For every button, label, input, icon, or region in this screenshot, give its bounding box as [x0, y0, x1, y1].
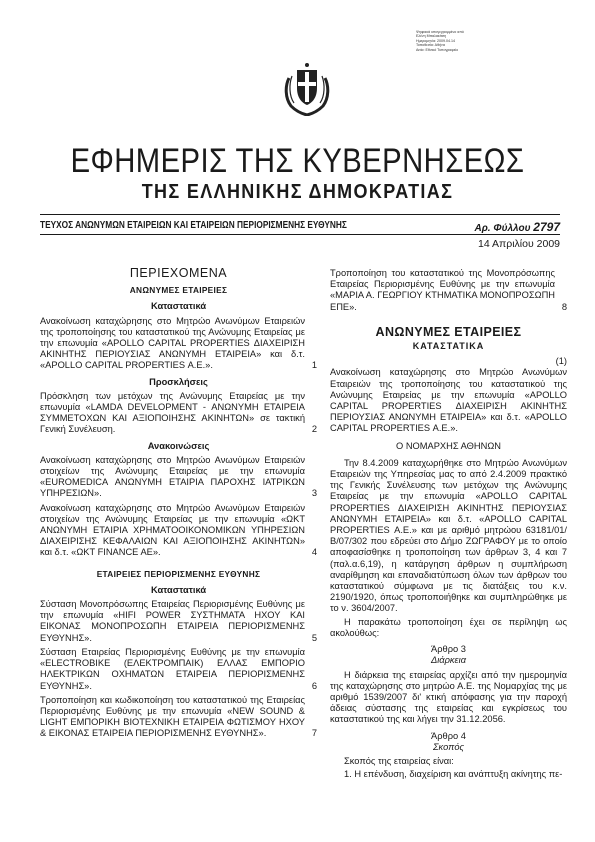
- toc-page-number: 2: [311, 424, 317, 435]
- toc-section-ae: ΑΝΩΝΥΜΕΣ ΕΤΑΙΡΕΙΕΣ: [129, 285, 228, 296]
- prefect-heading: Ο ΝΟΜΑΡΧΗΣ ΑΘΗΝΩΝ: [396, 440, 501, 451]
- toc-section-epe: ΕΤΑΙΡΕΙΕΣ ΠΕΡΙΟΡΙΣΜΕΝΗΣ ΕΥΘΥΝΗΣ: [96, 568, 261, 579]
- toc-page-number: 4: [311, 547, 317, 558]
- gazette-subtitle: ΤΗΣ ΕΛΛΗΝΙΚΗΣ ΔΗΜΟΚΡΑΤΙΑΣ: [141, 181, 454, 203]
- toc-entry[interactable]: Σύσταση Εταιρείας Περιορισμένης Ευθύνης με την επωνυμία «ELECTROBIKE (ΕΛΕΚΤΡΟΜΠΑΙΚ) ΕΛΛΑΣ ΕΜΠΟΡΙΟ ΗΛΕΚΤΡΙΚΩΝ ΟΧΗΜΑΤΩΝ ΕΤΑΙΡΕΙΑ ΠΕΡΙΟΡΙΣΜΕΝΗΣ ΕΥΘΥΝΗΣ». 6: [40, 646, 317, 691]
- item-title: Ανακοίνωση καταχώρησης στο Μητρώο Ανωνύμων Εταιρειών της τροποποίησης του καταστατικού της Ανώνυμης Εταιρείας με την επωνυμία «APOLLO CAPITAL PROPERTIES ΔΙΑΧΕΙΡΙΣΗ ΑΚΙΝΗΤΗΣ ΠΕΡΙΟΥΣΙΑΣ ΑΝΩΝΥΜΗ ΕΤΑΙΡΕΙΑ» και δ.τ. «APOLLO CAPITAL PROPERTIES Α.Ε.».: [330, 367, 567, 434]
- top-rule: [40, 214, 560, 215]
- toc-subsection: Καταστατικά: [150, 584, 207, 595]
- toc-entry[interactable]: Ανακοίνωση καταχώρησης στο Μητρώο Ανωνύμων Εταιρειών της τροποποίησης του καταστατικού της Ανώνυμης Εταιρείας με την επωνυμία «APOLLO CAPITAL PROPERTIES ΔΙΑΧΕΙΡΙΣΗ ΑΚΙΝΗΤΗΣ ΠΕΡΙΟΥΣΙΑΣ ΑΝΩΝΥΜΗ ΕΤΑΙΡΕΙΑ» και δ.τ. «APOLLO CAPITAL PROPERTIES Α.Ε.». 1: [40, 315, 317, 371]
- subsection-title: ΚΑΤΑΣΤΑΤΙΚΑ: [412, 341, 485, 352]
- toc-title: ΠΕΡΙΕΧΟΜΕΝΑ: [129, 266, 228, 280]
- body-paragraph: Την 8.4.2009 καταχωρήθηκε στο Μητρώο Ανωνύμων Εταιρειών της Υπηρεσίας μας το από 2.4.2009 πρακτικό της Γενικής Συνέλευσης των μετόχων της Ανώνυμης Εταιρείας με την επωνυμία «APOLLO CAPITAL PROPERTIES ΔΙΑΧΕΙΡΙΣΗ ΑΚΙΝΗΤΗΣ ΠΕΡΙΟΥΣΙΑΣ ΑΝΩΝΥΜΗ ΕΤΑΙΡΕΙΑ» και δ.τ. «APOLLO CAPITAL PROPERTIES Α.Ε.» και με αριθμό μητρώου 63181/01/Β/07/302 που εδρεύει στο Δήμο ΖΩΓΡΑΦΟΥ με το οποίο αποφασίσθηκε η τροποποίηση των άρθρων 3, 4 και 7 (παλ.α.6,19), η κατάργηση άρθρων η συμπλήρωση αναρίθμηση και επαναδιατύπωση όλων των άρθρων του καταστατικού σύμφωνα με τις διατάξεις του κ.ν. 2190/1920, όπως τροποποιήθηκε και συμπληρώθηκε με το ν. 3604/2007.: [330, 457, 567, 614]
- toc-page-number: 1: [311, 360, 317, 371]
- item-number: (1): [555, 356, 567, 367]
- section-title: ΑΝΩΝΥΜΕΣ ΕΤΑΙΡΕΙΕΣ: [375, 324, 522, 339]
- toc-entry[interactable]: Ανακοίνωση καταχώρησης στο Μητρώο Ανωνύμων Εταιρειών στοιχείων της Ανώνυμης Εταιρείας με την επωνυμία «EUROMEDICA ΑΝΩΝΥΜΗ ΕΤΑΙΡΙΑ ΠΑΡΟΧΗΣ ΙΑΤΡΙΚΩΝ ΥΠΗΡΕΣΙΩΝ». 3: [40, 454, 317, 499]
- issue-rule: [40, 234, 560, 235]
- main-body: [330, 268, 567, 782]
- toc-page-number: 5: [311, 632, 317, 643]
- toc-entry[interactable]: Ανακοίνωση καταχώρησης στο Μητρώο Ανωνύμων Εταιρειών στοιχείων της Ανώνυμης Εταιρείας με την επωνυμία «ΩΚΤ ΑΝΩΝΥΜΗ ΕΤΑΙΡΙΑ ΧΡΗΜΑΤΟΟΙΚΟΝΟΜΙΚΩΝ ΥΠΗΡΕΣΙΩΝ ΔΙΑΧΕΙΡΙΣΗΣ ΚΕΦΑΛΑΙΩΝ ΚΑΙ ΑΞΙΟΠΟΙΗΣΗΣ ΑΚΙΝΗΤΩΝ» και δ.τ. «ΩΚΤ FINANCE AE». 4: [40, 502, 317, 558]
- stamp-line: Ψηφιακά υπογεγραμμένο από: [416, 30, 464, 34]
- article-title: Άρθρο 3: [431, 644, 466, 655]
- toc-entry[interactable]: Πρόσκληση των μετόχων της Ανώνυμης Εταιρείας με την επωνυμία «LAMDA DEVELOPMENT - ΑΝΩΝΥΜΗ ΕΤΑΙΡΕΙΑ ΣΥΜΜΕΤΟΧΩΝ ΚΑΙ ΑΞΙΟΠΟΙΗΣΗΣ ΑΚΙΝΗΤΩΝ» σε τακτική Γενική Συνέλευση. 2: [40, 390, 317, 435]
- toc-subsection: Ανακοινώσεις: [147, 440, 210, 451]
- digital-signature-stamp: [416, 30, 486, 52]
- issue-series: ΤΕΥΧΟΣ ΑΝΩΝΥΜΩΝ ΕΤΑΙΡΕΙΩΝ ΚΑΙ ΕΤΑΙΡΕΙΩΝ ΠΕΡΙΟΡΙΣΜΕΝΗΣ ΕΥΘΥΝΗΣ: [40, 220, 347, 231]
- article-subtitle: Σκοπός: [432, 741, 465, 752]
- table-of-contents: [40, 268, 317, 743]
- issue-date: 14 Απριλίου 2009: [477, 238, 560, 250]
- toc-subsection: Καταστατικά: [150, 301, 207, 312]
- toc-entry[interactable]: Τροποποίηση του καταστατικού της Μονοπρόσωπης Εταιρείας Περιορισμένης Ευθύνης με την επωνυμία «ΜΑΡΙΑ Α. ΓΕΩΡΓΙΟΥ ΚΤΗΜΑΤΙΚΑ ΜΟΝΟΠΡΟΣΩΠΗ ΕΠΕ». 8: [330, 268, 567, 312]
- stamp-line: Ελένη Μπαλακίτση: [416, 34, 447, 39]
- greek-coat-of-arms-icon: [283, 60, 331, 116]
- body-paragraph: Σκοπός της εταιρείας είναι:: [344, 755, 454, 766]
- toc-entry[interactable]: Τροποποίηση και κωδικοποίηση του καταστατικού της Εταιρείας Περιορισμένης Ευθύνης με την επωνυμία «NEW SOUND & LIGHT ΕΜΠΟΡΙΚΗ ΒΙΟΤΕΧΝΙΚΗ ΕΤΑΙΡΕΙΑ ΦΩΤΙΣΜΟΥ ΗΧΟΥ & ΕΙΚΟΝΑΣ ΕΤΑΙΡΕΙΑ ΠΕΡΙΟΡΙΣΜΕΝΗΣ ΕΥΘΥΝΗΣ». 7: [40, 694, 317, 739]
- toc-page-number: 8: [561, 301, 567, 312]
- toc-page-number: 7: [311, 728, 317, 739]
- toc-page-number: 6: [311, 680, 317, 691]
- article-title: Άρθρο 4: [431, 730, 466, 741]
- stamp-line: Αιτία: Εθνικό Τυπογραφείο: [416, 47, 459, 52]
- body-paragraph: Η διάρκεια της εταιρείας αρχίζει από την ημερομηνία της καταχώρησης στο μητρώο Α.Ε. της Νομαρχίας της με αριθμό 1539/2007 δι' κτική απόφασης για την παροχή άδειας σύστασης της εταιρείας και εγκρίσεως του καταστατικού της και λήγει την 31.12.2056.: [330, 669, 567, 725]
- toc-subsection: Προσκλήσεις: [149, 376, 208, 387]
- toc-entry[interactable]: Σύσταση Μονοπρόσωπης Εταιρείας Περιορισμένης Ευθύνης με την επωνυμία «HIFI POWER ΣΥΣΤΗΜΑΤΑ ΗΧΟΥ ΚΑΙ ΕΙΚΟΝΑΣ ΜΟΝΟΠΡΟΣΩΠΗ ΕΤΑΙΡΕΙΑ ΠΕΡΙΟΡΙΣΜΕΝΗΣ ΕΥΘΥΝΗΣ». 5: [40, 599, 317, 643]
- article-subtitle: Διάρκεια: [430, 655, 467, 666]
- stamp-line: Τοποθεσία: Αθήνα: [416, 43, 445, 48]
- sheet-number: Αρ. Φύλλου 2797: [474, 220, 560, 234]
- stamp-line: Ημερομηνία: 2009.04.14: [416, 38, 456, 43]
- body-paragraph: Η παρακάτω τροποποίηση έχει σε περίληψη ως ακολούθως:: [330, 616, 567, 638]
- gazette-title: ΕΦΗΜΕΡΙΣ ΤΗΣ ΚΥΒΕΡΝΗΣΕΩΣ: [70, 142, 525, 180]
- body-paragraph: 1. Η επένδυση, διαχείριση και ανάπτυξη ακίνητης πε-: [344, 769, 563, 780]
- toc-page-number: 3: [311, 488, 317, 499]
